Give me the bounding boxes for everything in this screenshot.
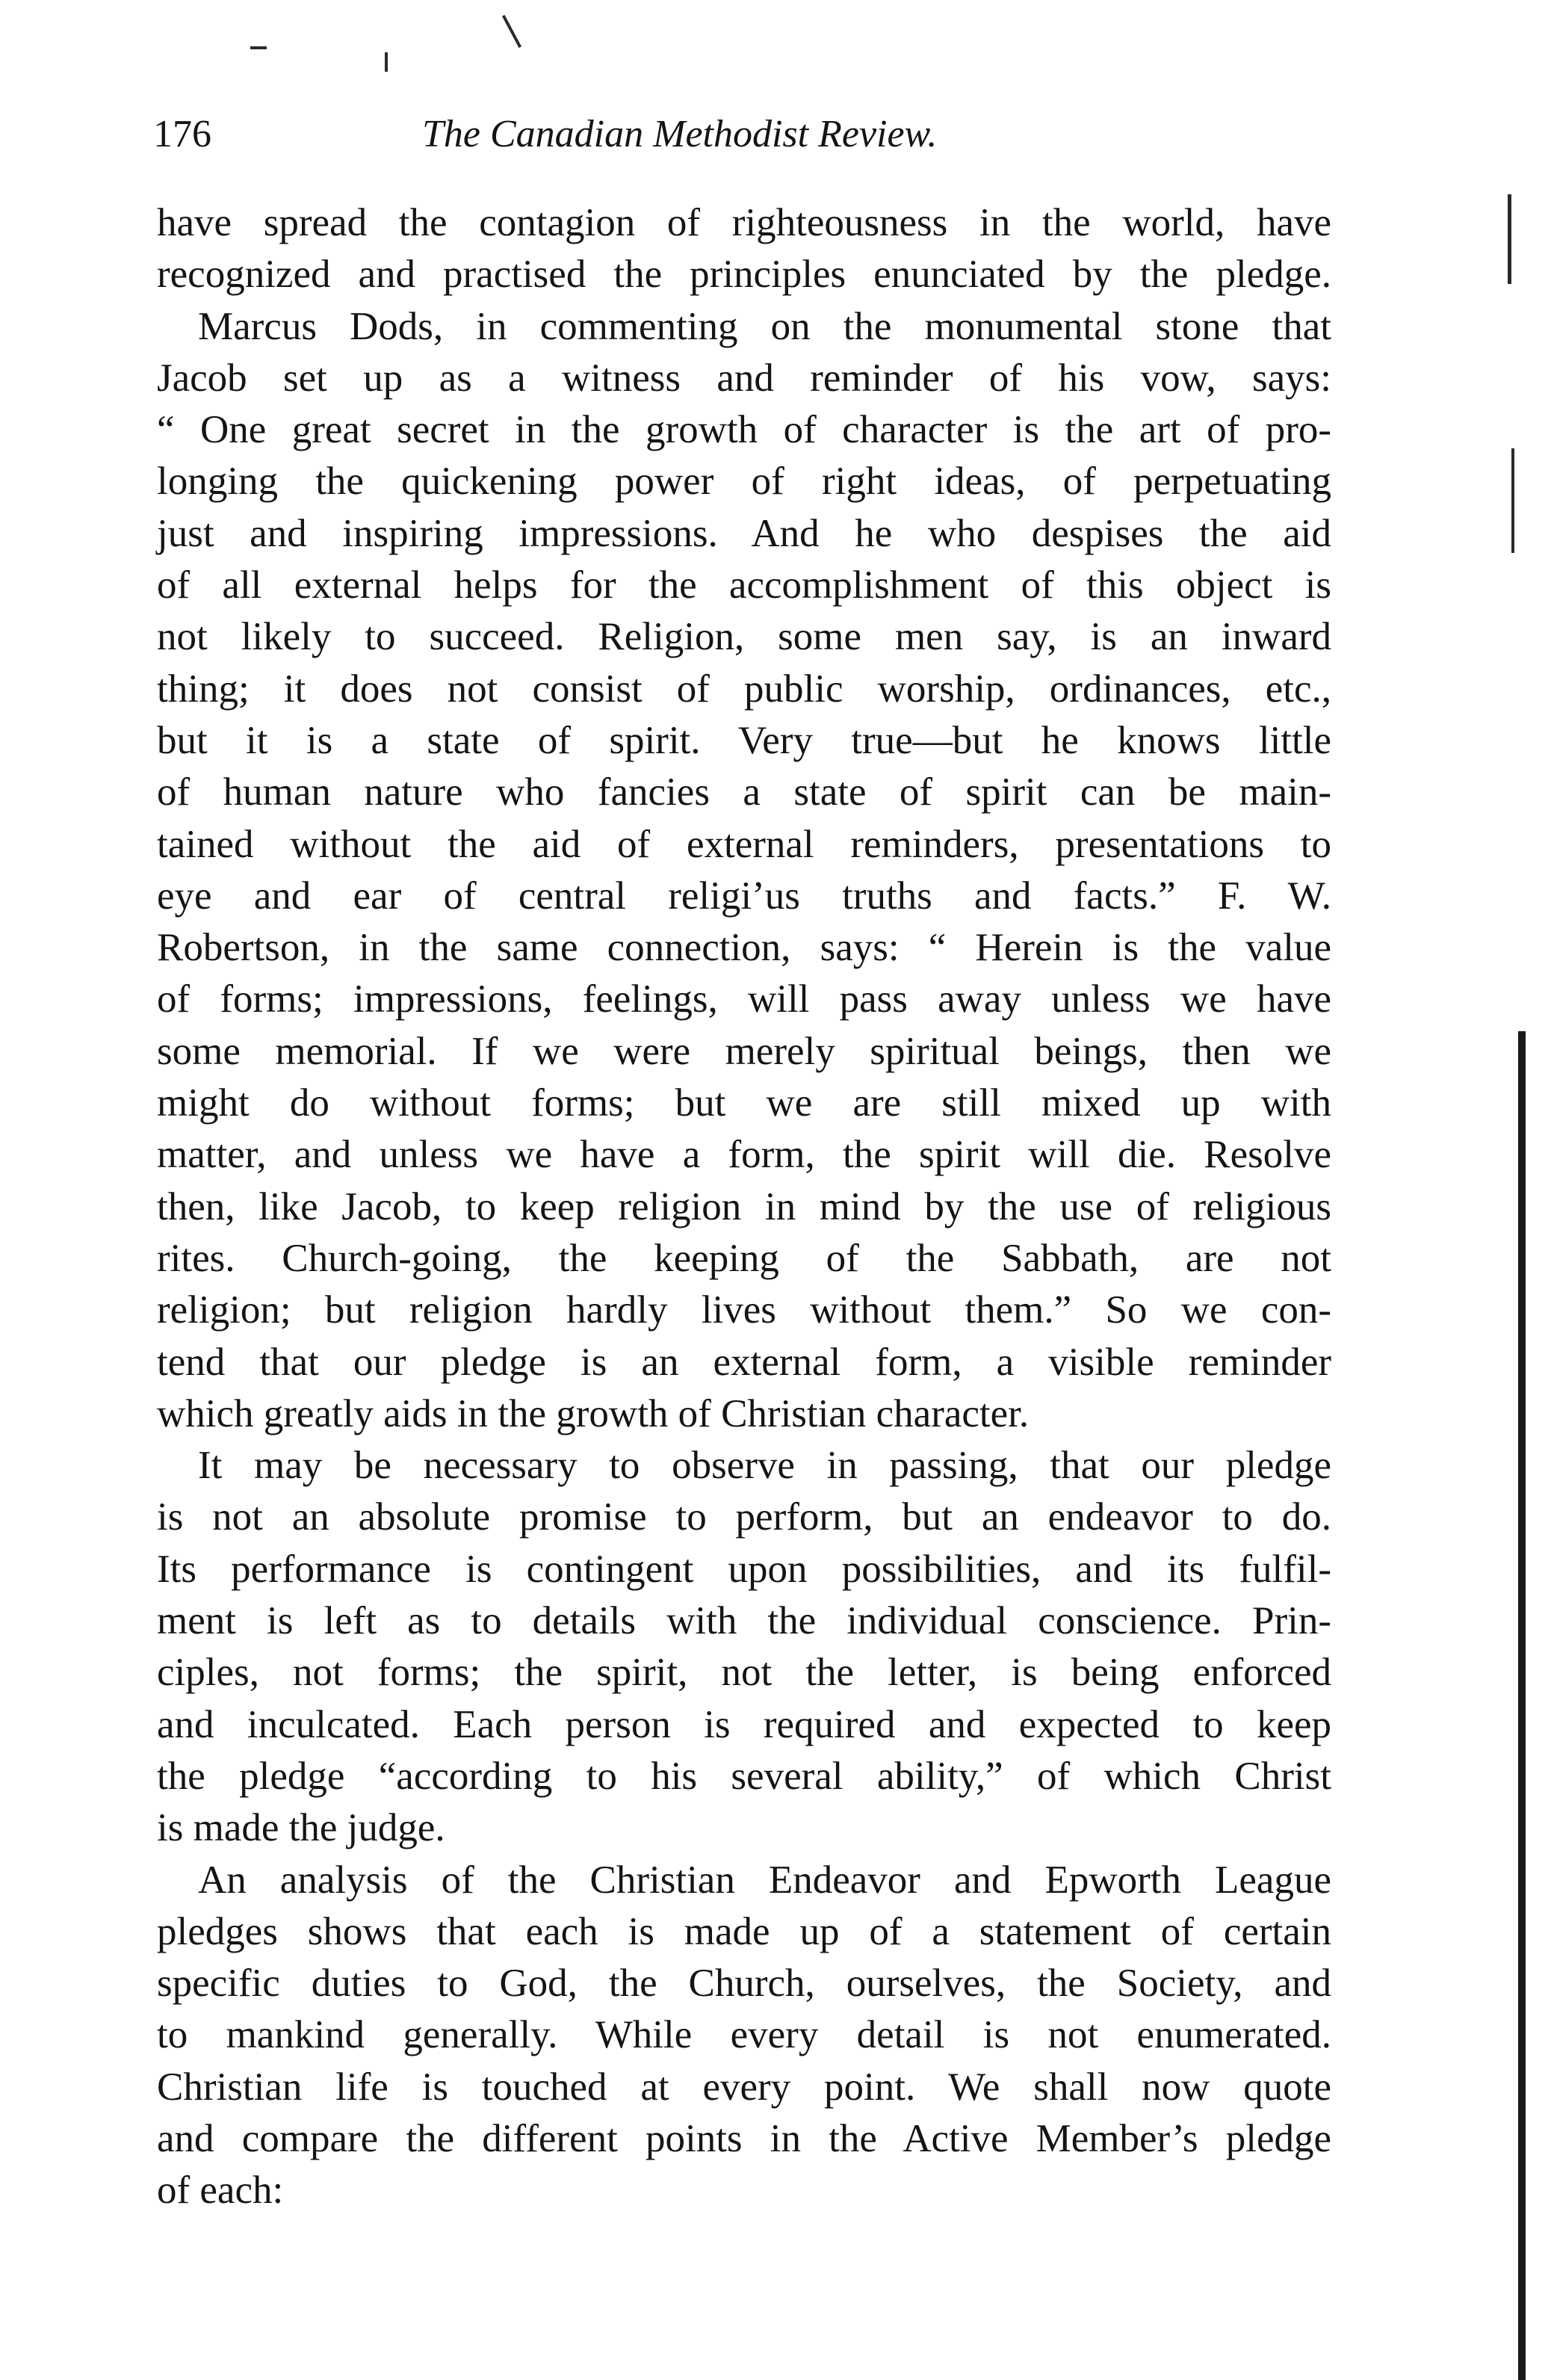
paragraph-end-line: which greatly aids in the growth of Christian character. bbox=[157, 1391, 1030, 1435]
scan-mark bbox=[250, 46, 267, 49]
text-line: pledges shows that each is made up of a statement of certain bbox=[157, 1909, 1331, 1953]
body-text bbox=[157, 197, 1331, 2217]
text-line: then, like Jacob, to keep religion in mind by the use of religious bbox=[157, 1184, 1331, 1228]
text-line: some memorial. If we were merely spiritual beings, then we bbox=[157, 1029, 1331, 1073]
text-line: “ One great secret in the growth of character is the art of pro- bbox=[157, 408, 1331, 452]
text-line: ment is left as to details with the individual conscience. Prin- bbox=[157, 1599, 1331, 1643]
text-line: thing; it does not consist of public worship, ordinances, etc., bbox=[157, 667, 1331, 711]
text-line: recognized and practised the principles enunciated by the pledge. bbox=[157, 253, 1331, 297]
text-line: specific duties to God, the Church, ourselves, the Society, and bbox=[157, 1962, 1331, 2006]
text-line: ciples, not forms; the spirit, not the letter, is being enforced bbox=[157, 1651, 1331, 1695]
journal-title: The Canadian Methodist Review. bbox=[422, 113, 938, 155]
scan-mark bbox=[502, 15, 521, 48]
text-line: Christian life is touched at every point. We shall now quote bbox=[157, 2065, 1331, 2109]
text-line: but it is a state of spirit. Very true—but he knows little bbox=[157, 718, 1331, 762]
paragraph-end-line: of each: bbox=[157, 2169, 284, 2213]
text-line: the pledge “according to his several ability,” of which Christ bbox=[157, 1754, 1331, 1798]
text-line: matter, and unless we have a form, the spirit will die. Resolve bbox=[157, 1133, 1331, 1177]
running-head bbox=[153, 112, 1334, 179]
text-line: tained without the aid of external reminders, presentations to bbox=[157, 822, 1331, 866]
text-line: to mankind generally. While every detail is not enumerated. bbox=[157, 2013, 1331, 2057]
text-line: is not an absolute promise to perform, but an endeavor to do. bbox=[157, 1495, 1331, 1539]
text-line: rites. Church-going, the keeping of the Sabbath, are not bbox=[157, 1236, 1331, 1280]
text-line: of forms; impressions, feelings, will pass away unless we have bbox=[157, 977, 1331, 1021]
text-line: just and inspiring impressions. And he who despises the aid bbox=[157, 511, 1331, 555]
paragraph-start-line: An analysis of the Christian Endeavor and Epworth League bbox=[198, 1858, 1331, 1902]
text-line: have spread the contagion of righteousness in the world, have bbox=[157, 201, 1331, 244]
text-line: Robertson, in the same connection, says: “ Herein is the value bbox=[157, 926, 1331, 970]
text-line: of human nature who fancies a state of spirit can be main- bbox=[157, 770, 1331, 815]
text-line: might do without forms; but we are still mixed up with bbox=[157, 1081, 1331, 1125]
scan-mark bbox=[1511, 448, 1514, 553]
text-line: and compare the different points in the Active Member’s pledge bbox=[157, 2116, 1331, 2160]
paragraph-end-line: is made the judge. bbox=[157, 1806, 445, 1850]
text-line: of all external helps for the accomplishment of this object is bbox=[157, 563, 1331, 608]
text-line: longing the quickening power of right ideas, of perpetuating bbox=[157, 460, 1331, 504]
text-line: and inculcated. Each person is required and expected to keep bbox=[157, 1702, 1331, 1746]
text-line: not likely to succeed. Religion, some men say, is an inward bbox=[157, 615, 1331, 659]
scan-mark bbox=[385, 52, 388, 72]
paragraph-start-line: It may be necessary to observe in passing, that our pledge bbox=[198, 1444, 1331, 1488]
scan-mark bbox=[1508, 194, 1511, 284]
text-line: Jacob set up as a witness and reminder of his vow, says: bbox=[157, 356, 1331, 400]
text-line: religion; but religion hardly lives without them.” So we con- bbox=[157, 1288, 1331, 1332]
page-number: 176 bbox=[153, 113, 211, 155]
scan-edge-rule bbox=[1518, 1031, 1526, 2380]
text-line: eye and ear of central religi’us truths and facts.” F. W. bbox=[157, 874, 1331, 918]
text-line: Its performance is contingent upon possibilities, and its fulfil- bbox=[157, 1547, 1331, 1591]
paragraph-start-line: Marcus Dods, in commenting on the monumental stone that bbox=[198, 304, 1331, 348]
text-line: tend that our pledge is an external form, a visible reminder bbox=[157, 1340, 1331, 1384]
